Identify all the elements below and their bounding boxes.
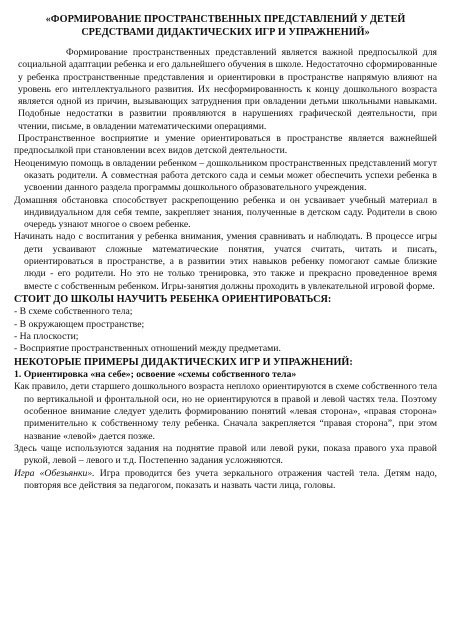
document-title: «ФОРМИРОВАНИЕ ПРОСТРАНСТВЕННЫХ ПРЕДСТАВЛЕНИЙ У ДЕТЕЙ СРЕДСТВАМИ ДИДАКТИЧЕСКИХ ИГР И УПРАЖНЕНИЙ» bbox=[45, 14, 406, 38]
heading-orientation: СТОИТ ДО ШКОЛЫ НАУЧИТЬ РЕБЕНКА ОРИЕНТИРОВАТЬСЯ: bbox=[14, 293, 332, 305]
paragraph-game-monkeys bbox=[14, 468, 437, 493]
paragraph-tasks: Здесь чаще используются задания на поднятие правой или левой руки, показа правого уха правой рукой, левой – левого и т.д. Постепенно задания усложняются. bbox=[14, 442, 437, 467]
game-description: Игра проводится без учета зеркального отражения частей тела. Детям надо, повторяя все действия за педагогом, показать и назвать части лица, головы. bbox=[24, 467, 437, 491]
paragraph-attention: Начинать надо с воспитания у ребенка внимания, умения сравнивать и наблюдать. В процессе игры дети усваивают сложные математические понятия, учатся считать, читать и писать, ориентироваться в пространстве, а в развитии этих навыков ребенку помогают самые близкие люди - его родители. Но это не только тренировка, это также и прекрасно проведенное время вместе с собственным ребенком. Игры-занятия должны проходить в увлекательной игровой форме. bbox=[14, 231, 437, 292]
paragraph-body-schema: Как правило, дети старшего дошкольного возраста неплохо ориентируются в схеме собственного тела по вертикальной и фронтальной оси, но не ориентируются в правой и левой частях тела. Поэтому особенное внимание следует уделить формированию понятий «левая сторона», «правая сторона» применительно к собственному телу ребенка. Сначала закрепляется “правая сторона”, при этом название «левой» дается позже. bbox=[14, 381, 437, 442]
game-name: Игра «Обезьянки». bbox=[14, 467, 95, 479]
paragraph-perception: Пространственное восприятие и умение ориентироваться в пространстве является важнейшей предпосылкой при становлении всех видов детской деятельности. bbox=[14, 133, 437, 157]
subheading-body-schema: 1. Ориентировка «на себе»; освоение «схемы собственного тела» bbox=[14, 369, 297, 381]
list-item: - В окружающем пространстве; bbox=[14, 318, 145, 330]
heading-examples: НЕКОТОРЫЕ ПРИМЕРЫ ДИДАКТИЧЕСКИХ ИГР И УПРАЖНЕНИЙ: bbox=[14, 356, 353, 368]
list-item: - В схеме собственного тела; bbox=[14, 306, 133, 318]
paragraph-parents-help: Неоценимую помощь в овладении ребенком – дошкольником пространственных представлений могут оказать родители. А совместная работа детского сада и семьи может обеспечить успехи ребенка в усвоении данного раздела программы дошкольного образовательного учреждения. bbox=[14, 157, 437, 194]
paragraph-intro: Формирование пространственных представлений является важной предпосылкой для социальной адаптации ребенка и его дальнейшего обучения в школе. Недостаточно сформированные у ребенка пространственные представления и ориентировки в пространстве напрямую влияют на уровень его интеллектуального развития. Их несформированность к концу дошкольного возраста является одной из причин, вызывающих затруднения при овладении детьми школьными навыками. Подобные недостатки в развитии проявляются в нарушениях графической деятельности, при чтении, письме, в овладении математическими операциями. bbox=[18, 47, 437, 132]
list-item: - На плоскости; bbox=[14, 331, 79, 343]
list-item: - Восприятие пространственных отношений между предметами. bbox=[14, 343, 281, 355]
paragraph-home: Домашняя обстановка способствует раскрепощению ребенка и он усваивает учебный материал в индивидуальном для себя темпе, закрепляет знания, полученные в детском саду. Родители в свою очередь узнают многое о своем ребенке. bbox=[14, 194, 437, 231]
